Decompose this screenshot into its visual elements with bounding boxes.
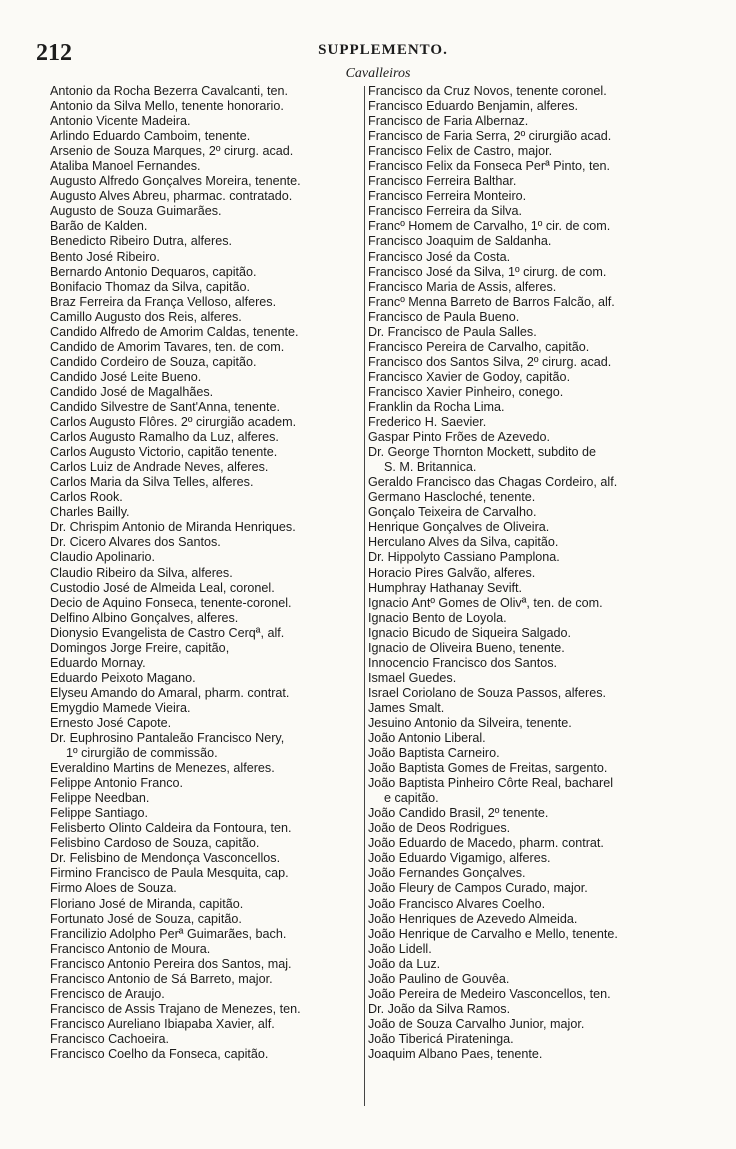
list-item: Francisco de Faria Serra, 2º cirurgião acad. (368, 129, 612, 144)
list-item: Francisco Xavier de Godoy, capitão. (368, 369, 571, 384)
list-item: Bernardo Antonio Dequaros, capitão. (50, 264, 257, 279)
list-item: Candido José Leite Bueno. (50, 369, 202, 384)
list-item: João de Deos Rodrigues. (368, 821, 511, 836)
list-item: João Henriques de Azevedo Almeida. (368, 911, 578, 926)
list-item: Benedicto Ribeiro Dutra, alferes. (50, 234, 233, 249)
list-item: Dr. Cicero Alvares dos Santos. (50, 535, 221, 550)
list-item: Dr. Euphrosino Pantaleão Francisco Nery, (50, 731, 285, 746)
list-item: Delfino Albino Gonçalves, alferes. (50, 610, 239, 625)
list-item: Carlos Augusto Ramalho da Luz, alferes. (50, 430, 279, 445)
list-item: Ismael Guedes. (368, 670, 457, 685)
list-item: Francisco Cachoeira. (50, 1031, 169, 1046)
list-item: Eduardo Mornay. (50, 655, 146, 670)
list-item: Eduardo Peixoto Magano. (50, 670, 196, 685)
list-item: Gaspar Pinto Frões de Azevedo. (368, 430, 551, 445)
list-item: Dr. Francisco de Paula Salles. (368, 324, 537, 339)
list-item: Firmo Aloes de Souza. (50, 881, 177, 896)
list-item: Francisco de Assis Trajano de Menezes, ten. (50, 1001, 301, 1016)
list-item: Francisco Ferreira Balthar. (368, 174, 517, 189)
list-item: Bento José Ribeiro. (50, 249, 160, 264)
list-item: Carlos Augusto Victorio, capitão tenente. (50, 445, 278, 460)
list-item: James Smalt. (368, 700, 445, 715)
list-item: 1º cirurgião de commissão. (66, 746, 218, 761)
list-item: Francº Homem de Carvalho, 1º cir. de com. (368, 219, 611, 234)
list-item: Candido Silvestre de Sant'Anna, tenente. (50, 399, 280, 414)
list-item: Candido Cordeiro de Souza, capitão. (50, 354, 257, 369)
list-item: Custodio José de Almeida Leal, coronel. (50, 580, 275, 595)
list-item: João Fernandes Gonçalves. (368, 866, 526, 881)
list-item: Felisberto Olinto Caldeira da Fontoura, ten. (50, 821, 292, 836)
list-item: Dionysio Evangelista de Castro Cerqª, alf. (50, 625, 285, 640)
list-item: Emygdio Mamede Vieira. (50, 700, 191, 715)
right-column (368, 84, 694, 1062)
list-item: Frencisco de Araujo. (50, 986, 165, 1001)
list-item: Francisco Joaquim de Saldanha. (368, 234, 552, 249)
list-item: Decio de Aquino Fonseca, tenente-coronel. (50, 595, 292, 610)
list-item: e capitão. (384, 791, 439, 806)
list-item: Francisco Ferreira Monteiro. (368, 189, 527, 204)
list-item: Francisco de Faria Albernaz. (368, 114, 529, 129)
list-item: Ignacio Bento de Loyola. (368, 610, 507, 625)
column-divider (364, 86, 365, 1106)
list-item: Jesuino Antonio da Silveira, tenente. (368, 715, 572, 730)
list-item: Ataliba Manoel Fernandes. (50, 159, 201, 174)
list-item: Francisco Ferreira da Silva. (368, 204, 522, 219)
list-item: Everaldino Martins de Menezes, alferes. (50, 761, 275, 776)
list-item: Israel Coriolano de Souza Passos, alferes. (368, 685, 607, 700)
list-item: João Candido Brasil, 2º tenente. (368, 806, 549, 821)
page-number: 212 (36, 40, 72, 66)
list-item: Francisco Felix de Castro, major. (368, 144, 553, 159)
list-item: Francisco Antonio Pereira dos Santos, maj. (50, 956, 292, 971)
list-item: Francisco Aureliano Ibiapaba Xavier, alf. (50, 1016, 275, 1031)
list-item: S. M. Britannica. (384, 460, 477, 475)
list-item: Dr. Chrispim Antonio de Miranda Henriques. (50, 520, 296, 535)
list-item: Fortunato José de Souza, capitão. (50, 911, 242, 926)
list-item: João Pereira de Medeiro Vasconcellos, ten. (368, 986, 611, 1001)
list-item: Francisco José da Silva, 1º cirurg. de com. (368, 264, 607, 279)
list-item: João Fleury de Campos Curado, major. (368, 881, 588, 896)
list-item: Antonio da Rocha Bezerra Cavalcanti, ten. (50, 84, 289, 98)
list-item: Charles Bailly. (50, 505, 130, 520)
list-item: Carlos Luiz de Andrade Neves, alferes. (50, 460, 269, 475)
list-item: Felisbino Cardoso de Souza, capitão. (50, 836, 260, 851)
list-item: João da Luz. (368, 956, 441, 971)
list-item: Dr. Felisbino de Mendonça Vasconcellos. (50, 851, 281, 866)
list-item: Camillo Augusto dos Reis, alferes. (50, 309, 242, 324)
list-item: Francisco Coelho da Fonseca, capitão. (50, 1047, 269, 1061)
list-item: João de Souza Carvalho Junior, major. (368, 1016, 585, 1031)
list-item: Francisco Maria de Assis, alferes. (368, 279, 557, 294)
list-item: Francisco Felix da Fonseca Perª Pinto, ten. (368, 159, 610, 174)
list-item: Antonio Vicente Madeira. (50, 114, 191, 129)
list-item: Ignacio de Oliveira Bueno, tenente. (368, 640, 565, 655)
list-item: Barão de Kalden. (50, 219, 148, 234)
list-item: Ignacio Bicudo de Siqueira Salgado. (368, 625, 572, 640)
list-item: Innocencio Francisco dos Santos. (368, 655, 558, 670)
list-item: Claudio Apolinario. (50, 550, 156, 565)
left-column (50, 84, 362, 1062)
list-item: Germano Hascloché, tenente. (368, 490, 536, 505)
list-item: Carlos Rook. (50, 490, 123, 505)
list-item: Felippe Needban. (50, 791, 150, 806)
list-item: João Tibericá Pirateninga. (368, 1031, 514, 1046)
list-item: Arsenio de Souza Marques, 2º cirurg. acad. (50, 144, 294, 159)
list-item: Francisco de Paula Bueno. (368, 309, 520, 324)
list-item: Herculano Alves da Silva, capitão. (368, 535, 559, 550)
list-item: Firmino Francisco de Paula Mesquita, cap. (50, 866, 289, 881)
list-item: Francisco dos Santos Silva, 2º cirurg. acad. (368, 354, 612, 369)
list-item: Dr. Hippolyto Cassiano Pamplona. (368, 550, 560, 565)
list-item: João Lidell. (368, 941, 432, 956)
list-item: Francisco da Cruz Novos, tenente coronel. (368, 84, 607, 98)
list-item: João Paulino de Gouvêa. (368, 971, 510, 986)
list-item: Candido de Amorim Tavares, ten. de com. (50, 339, 285, 354)
list-item: Francisco Antonio de Sá Barreto, major. (50, 971, 273, 986)
list-item: Francisco José da Costa. (368, 249, 511, 264)
list-item: Gonçalo Teixeira de Carvalho. (368, 505, 537, 520)
list-item: Antonio da Silva Mello, tenente honorario. (50, 99, 284, 114)
list-item: Floriano José de Miranda, capitão. (50, 896, 244, 911)
list-item: Ernesto José Capote. (50, 715, 172, 730)
list-item: Francilizio Adolpho Perª Guimarães, bach. (50, 926, 287, 941)
list-item: Francisco Eduardo Benjamin, alferes. (368, 99, 578, 114)
list-item: Franklin da Rocha Lima. (368, 399, 505, 414)
list-item: Felippe Santiago. (50, 806, 149, 821)
list-item: Augusto Alfredo Gonçalves Moreira, tenente. (50, 174, 301, 189)
list-item: Braz Ferreira da França Velloso, alferes. (50, 294, 277, 309)
list-item: João Francisco Alvares Coelho. (368, 896, 546, 911)
list-item: João Henrique de Carvalho e Mello, tenente. (368, 926, 618, 941)
list-item: Felippe Antonio Franco. (50, 776, 184, 791)
list-item: Claudio Ribeiro da Silva, alferes. (50, 565, 233, 580)
list-item: Candido Alfredo de Amorim Caldas, tenente. (50, 324, 299, 339)
list-item: Domingos Jorge Freire, capitão, (50, 640, 230, 655)
list-item: Arlindo Eduardo Camboim, tenente. (50, 129, 251, 144)
list-item: Francº Menna Barreto de Barros Falcão, alf. (368, 294, 615, 309)
list-item: Francisco Pereira de Carvalho, capitão. (368, 339, 590, 354)
list-item: Elyseu Amando do Amaral, pharm. contrat. (50, 685, 290, 700)
list-item: Henrique Gonçalves de Oliveira. (368, 520, 550, 535)
running-title: SUPPLEMENTO. (318, 42, 448, 58)
list-item: Ignacio Antº Gomes de Olivª, ten. de com. (368, 595, 603, 610)
list-item: Bonifacio Thomaz da Silva, capitão. (50, 279, 250, 294)
list-item: Carlos Augusto Flôres. 2º cirurgião academ. (50, 415, 297, 430)
list-item: João Baptista Carneiro. (368, 746, 500, 761)
list-item: Francisco Antonio de Moura. (50, 941, 211, 956)
list-item: Geraldo Francisco das Chagas Cordeiro, alf. (368, 475, 618, 490)
list-item: Horacio Pires Galvão, alferes. (368, 565, 536, 580)
list-item: Dr. George Thornton Mockett, subdito de (368, 445, 596, 460)
list-item: João Eduardo de Macedo, pharm. contrat. (368, 836, 604, 851)
list-item: Dr. João da Silva Ramos. (368, 1001, 511, 1016)
section-title: Cavalleiros (345, 66, 411, 81)
list-item: Augusto de Souza Guimarães. (50, 204, 222, 219)
list-item: Francisco Xavier Pinheiro, conego. (368, 384, 564, 399)
list-item: Frederico H. Saevier. (368, 415, 487, 430)
list-item: João Antonio Liberal. (368, 731, 486, 746)
list-item: Joaquim Albano Paes, tenente. (368, 1047, 543, 1061)
list-item: João Baptista Gomes de Freitas, sargento. (368, 761, 608, 776)
list-item: Humphray Hathanay Sevift. (368, 580, 522, 595)
list-item: Carlos Maria da Silva Telles, alferes. (50, 475, 254, 490)
list-item: Candido José de Magalhães. (50, 384, 214, 399)
list-item: Augusto Alves Abreu, pharmac. contratado. (50, 189, 293, 204)
list-item: João Baptista Pinheiro Côrte Real, bacharel (368, 776, 614, 791)
list-item: João Eduardo Vigamigo, alferes. (368, 851, 551, 866)
